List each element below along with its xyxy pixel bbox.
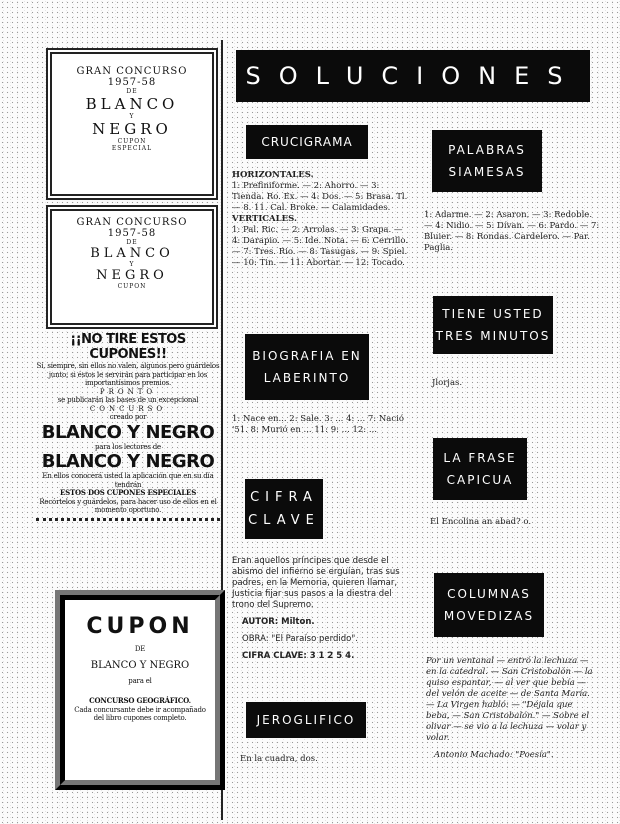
notice-concurso: CONCURSO xyxy=(89,404,167,413)
notice-text: creado por xyxy=(109,413,147,421)
title-line: MOVEDIZAS xyxy=(443,609,535,623)
cupon-title: CUPON xyxy=(86,614,194,639)
cupon-brand: BLANCO Y NEGRO xyxy=(90,659,190,671)
jeroglifico-solution: En la cuadra, dos. xyxy=(240,754,318,764)
title-line: BIOGRAFIA EN xyxy=(252,349,362,363)
tres-minutos-solution: Jlorjas. xyxy=(432,378,463,388)
coupon-cupon xyxy=(55,590,225,790)
coupon-gran-concurso-1 xyxy=(46,48,218,200)
cifra-autor: AUTOR: Milton. xyxy=(242,617,315,627)
tres-minutos-title xyxy=(433,296,553,354)
cupon-text: Cada concursante debe ir acompañado del libro cupones completo. xyxy=(74,705,206,722)
coupon-line: CUPON xyxy=(117,138,147,145)
brand-name: BLANCO Y NEGRO xyxy=(41,451,215,472)
notice-text: para los lectores de xyxy=(95,442,161,451)
jeroglifico-title: JEROGLIFICO xyxy=(246,702,366,738)
cifra-text: Eran aquellos príncipes que desde el abismo del infierno se erguían, tras sus padres, en la Memoria, quieren llamar, Justicia fijar sus pasos a la diestra del trono del Supremo. xyxy=(232,556,400,610)
horizontales-text: 1: Prefiniforme. — 2: Ahorro. — 3: Tienda. Ro. Ex. — 4: Dos. — 5: Brasa. Tl. — 8. 11. Cal. Broke. — Calamidades. xyxy=(232,181,408,213)
columnas-poem: Por un ventanal — entró la lechuza — en la catedral. — San Cristobalón — la quiso espantar, — al ver que bebía — del velón de aceite — de Santa María. — La Virgen habló: — "Déjala que beba, — San Cristobalón." — Sobre el olivar — se vio a la lechuza — volar y volar. xyxy=(426,656,593,743)
biografia-solution: 1: Nace en... 2: Sale. 3: ... 4: ... 7: Nació '51. 8: Murió en ... 11: 9: ... 12: ... xyxy=(232,414,404,435)
coupon-line: DE xyxy=(126,239,138,246)
verticales-label: VERTICALES. xyxy=(232,214,297,224)
coupon-line: CUPON xyxy=(117,283,147,290)
biografia-title xyxy=(245,334,369,400)
coupon-line: NEGRO xyxy=(92,120,172,138)
notice-especiales: ESTOS DOS CUPONES ESPECIALES xyxy=(59,488,197,497)
palabras-solution: 1: Adarme. — 2: Asaron. — 3: Redoble. — 4: Nidio. — 5: Dívan. — 6: Pardo. — 7: Bluier. — 8: Rondas. Cardelero. — Par. Paglia. xyxy=(424,210,600,253)
cifra-clave-value: CIFRA CLAVE: 3 1 2 5 4. xyxy=(242,651,355,661)
coupon-line: ESPECIAL xyxy=(111,145,153,152)
title-line: CLAVE xyxy=(248,513,320,528)
crucigrama-solution xyxy=(232,170,412,269)
divider xyxy=(36,518,220,521)
cifra-clave-solution xyxy=(232,556,410,662)
cupon-para: para el xyxy=(128,676,152,685)
notice-pronto: PRONTO xyxy=(99,387,157,396)
notice-headline: ¡¡NO TIRE ESTOS CUPONES!! xyxy=(70,332,186,362)
columnas-solution xyxy=(426,656,596,761)
title-line: LA FRASE xyxy=(443,451,517,465)
notice-block xyxy=(36,332,220,521)
frase-capicua-solution: El Encolina an abad? o. xyxy=(430,517,532,527)
coupon-line: GRAN CONCURSO xyxy=(76,66,188,77)
title-line: SIAMESAS xyxy=(448,165,526,179)
coupon-line: 1957-58 xyxy=(107,228,157,239)
title-line: CIFRA xyxy=(250,490,318,505)
title-line: PALABRAS xyxy=(448,143,526,157)
cupon-concurso: CONCURSO GEOGRÁFICO. xyxy=(89,696,191,705)
cifra-obra: OBRA: "El Paraíso perdido". xyxy=(242,634,358,644)
coupon-line: GRAN CONCURSO xyxy=(76,217,188,228)
title-line: TIENE USTED xyxy=(442,307,544,321)
solutions-header: SOLUCIONES xyxy=(236,50,590,102)
coupon-gran-concurso-2 xyxy=(46,205,218,329)
notice-text: se publicarán las bases de un excepcional xyxy=(57,396,199,404)
verticales-text: 1: Pal. Ric. — 2: Arrolas. — 3: Grapa. — 4: Darapio. — 5: Ide. Nota. — 6: Cerrillo. — 7: Tres. Rio. — 8: Tasugas. — 9: Spiel. — 10: Tin. — 11: Abortar. — 12: Tocado. xyxy=(232,225,409,268)
crucigrama-title: CRUCIGRAMA xyxy=(246,125,368,159)
horizontales-label: HORIZONTALES. xyxy=(232,170,314,180)
columnas-movedizas-title xyxy=(434,573,544,637)
notice-text: Sí, siempre, sin ellos no valen, algunos pero guárdelos junto; si éstos le servirán para participar en los importantísimos premios. xyxy=(36,362,220,387)
title-line: LABERINTO xyxy=(263,371,351,385)
columnas-author: Antonio Machado: "Poesía". xyxy=(434,750,554,760)
notice-text: Recórtelos y guárdelos, para hacer uso de ellos en el momento oportuno. xyxy=(39,497,217,514)
coupon-line: BLANCO xyxy=(90,246,174,261)
coupon-line: Y xyxy=(129,113,135,120)
cifra-clave-title xyxy=(245,479,323,539)
palabras-siamesas-title xyxy=(432,130,542,192)
notice-text: En ellos conocerá usted la aplicación que en su día tendrán xyxy=(42,472,214,489)
title-line: CAPICUA xyxy=(446,473,514,487)
brand-name: BLANCO Y NEGRO xyxy=(41,421,215,443)
title-line: TRES MINUTOS xyxy=(435,329,551,343)
coupon-line: NEGRO xyxy=(96,268,168,283)
coupon-line: DE xyxy=(126,88,138,95)
coupon-line: BLANCO xyxy=(85,95,179,113)
coupon-line: 1957-58 xyxy=(107,77,157,88)
coupon-line: Y xyxy=(129,261,135,268)
frase-capicua-title xyxy=(433,438,527,500)
title-line: COLUMNAS xyxy=(447,587,531,601)
cupon-de: DE xyxy=(134,645,146,653)
